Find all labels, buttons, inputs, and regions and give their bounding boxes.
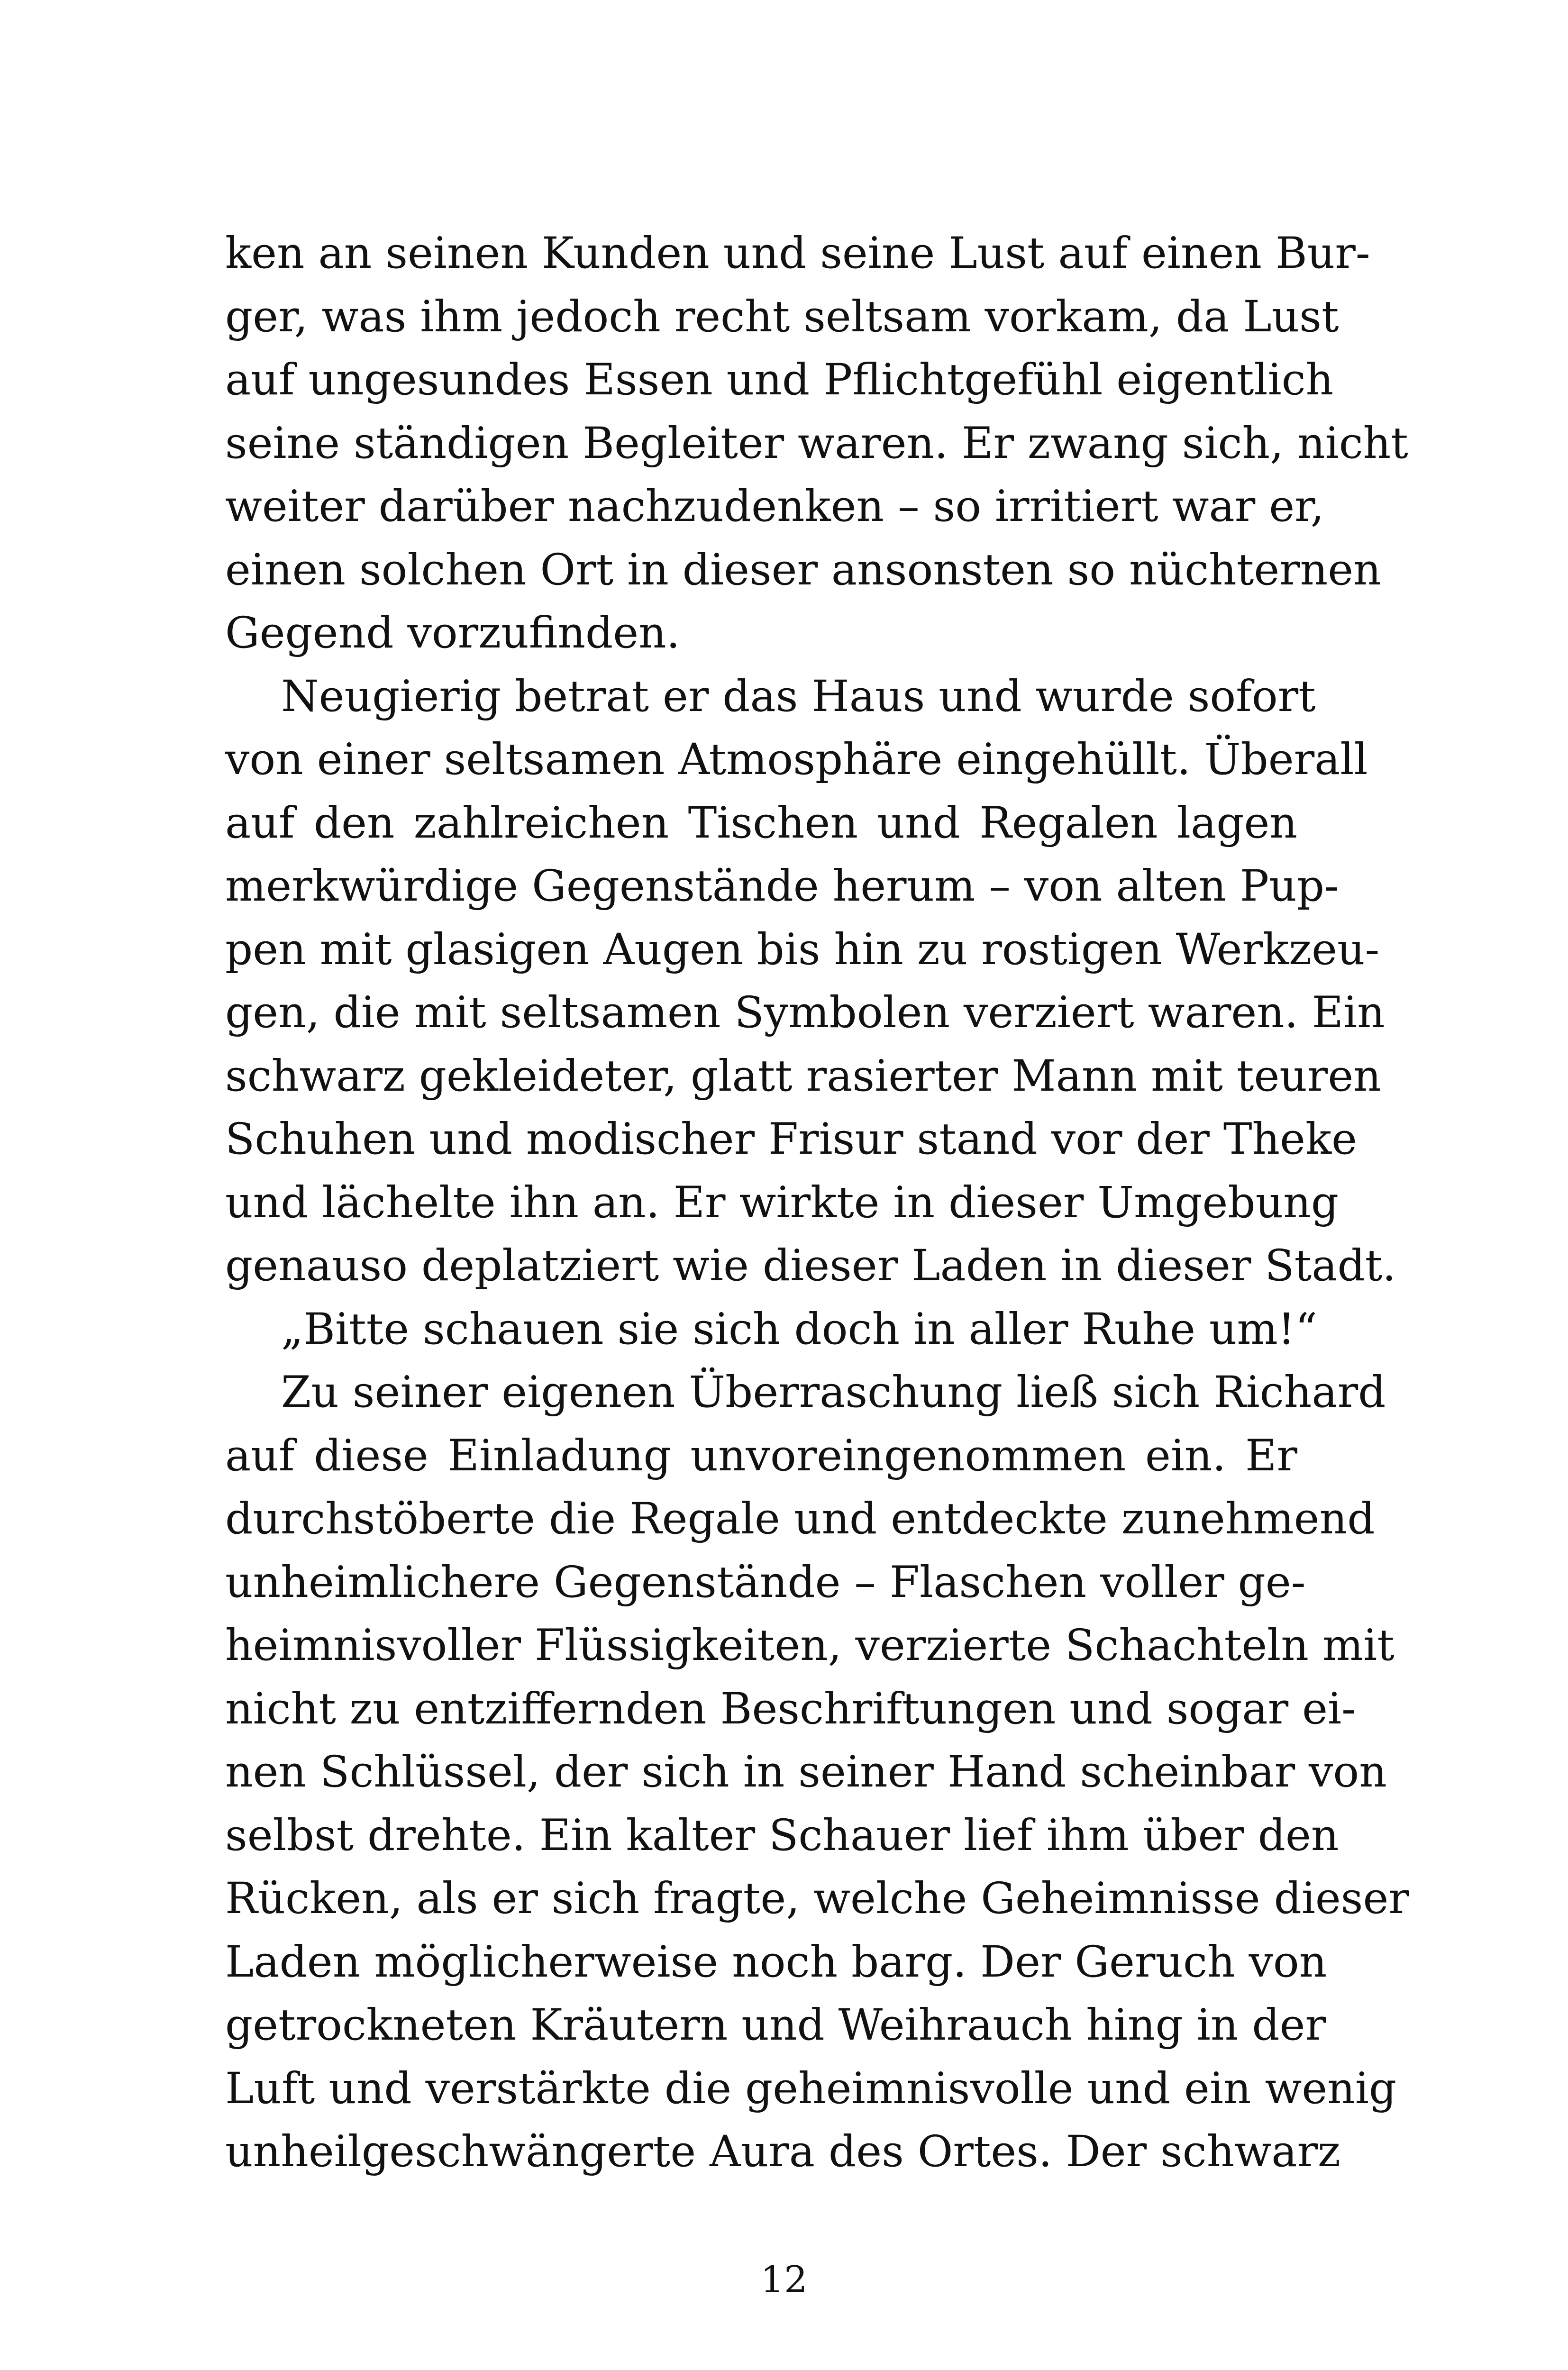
text-line: getrockneten Kräutern und Weihrauch hing in der <box>225 2000 1326 2050</box>
text-line: nen Schlüssel, der sich in seiner Hand scheinbar von <box>225 1747 1387 1797</box>
text-line: auf ungesundes Essen und Pflichtgefühl eigentlich <box>225 355 1334 405</box>
text-line: pen mit glasigen Augen bis hin zu rostigen Werkzeu- <box>225 924 1380 975</box>
text-line: merkwürdige Gegenstände herum – von alten Pup- <box>225 861 1339 911</box>
body-text <box>225 222 1409 2184</box>
text-line: und lächelte ihn an. Er wirkte in dieser Umgebung <box>225 1177 1339 1228</box>
text-line: ger, was ihm jedoch recht seltsam vorkam, da Lust <box>225 292 1339 342</box>
text-line: seine ständigen Begleiter waren. Er zwang sich, nicht <box>225 418 1408 468</box>
text-line: unheilgeschwängerte Aura des Ortes. Der schwarz <box>225 2127 1340 2177</box>
text-line: heimnisvoller Flüssigkeiten, verzierte Schachteln mit <box>225 1621 1395 1670</box>
text-line: nicht zu entziffernden Beschriftungen und sogar ei- <box>225 1684 1356 1734</box>
text-line: ken an seinen Kunden und seine Lust auf einen Bur- <box>225 228 1370 278</box>
text-line: selbst drehte. Ein kalter Schauer lief ihm über den <box>225 1810 1339 1860</box>
text-line: genauso deplatziert wie dieser Laden in dieser Stadt. <box>225 1241 1396 1291</box>
text-line: von einer seltsamen Atmosphäre eingehüllt. Überall <box>225 735 1368 784</box>
text-line: unheimlichere Gegenstände – Flaschen voller ge- <box>225 1557 1306 1607</box>
text-line: weiter darüber nachzudenken – so irritiert war er, <box>225 482 1324 531</box>
text-line: gen, die mit seltsamen Symbolen verziert waren. Ein <box>225 988 1385 1038</box>
text-line: Rücken, als er sich fragte, welche Geheimnisse dieser <box>225 1874 1409 1923</box>
text-line: Luft und verstärkte die geheimnisvolle und ein wenig <box>225 2063 1397 2114</box>
paragraph-start-line: Neugierig betrat er das Haus und wurde sofort <box>281 671 1316 721</box>
text-line: auf den zahlreichen Tischen und Regalen lagen <box>225 798 1297 848</box>
text-line: auf diese Einladung unvoreingenommen ein. Er <box>225 1431 1297 1481</box>
paragraph-start-line: Zu seiner eigenen Überraschung ließ sich Richard <box>281 1367 1386 1417</box>
text-line: einen solchen Ort in dieser ansonsten so nüchternen <box>225 545 1381 595</box>
dialogue-line: „Bitte schauen sie sich doch in aller Ruhe um!“ <box>281 1304 1317 1354</box>
text-line: Gegend vorzufinden. <box>225 608 680 658</box>
text-line: Schuhen und modischer Frisur stand vor der Theke <box>225 1114 1357 1164</box>
text-line: schwarz gekleideter, glatt rasierter Mann mit teuren <box>225 1051 1381 1101</box>
text-line: Laden möglicherweise noch barg. Der Geruch von <box>225 1937 1327 1987</box>
text-line: durchstöberte die Regale und entdeckte zunehmend <box>225 1494 1375 1544</box>
page-number: 12 <box>760 2259 808 2301</box>
